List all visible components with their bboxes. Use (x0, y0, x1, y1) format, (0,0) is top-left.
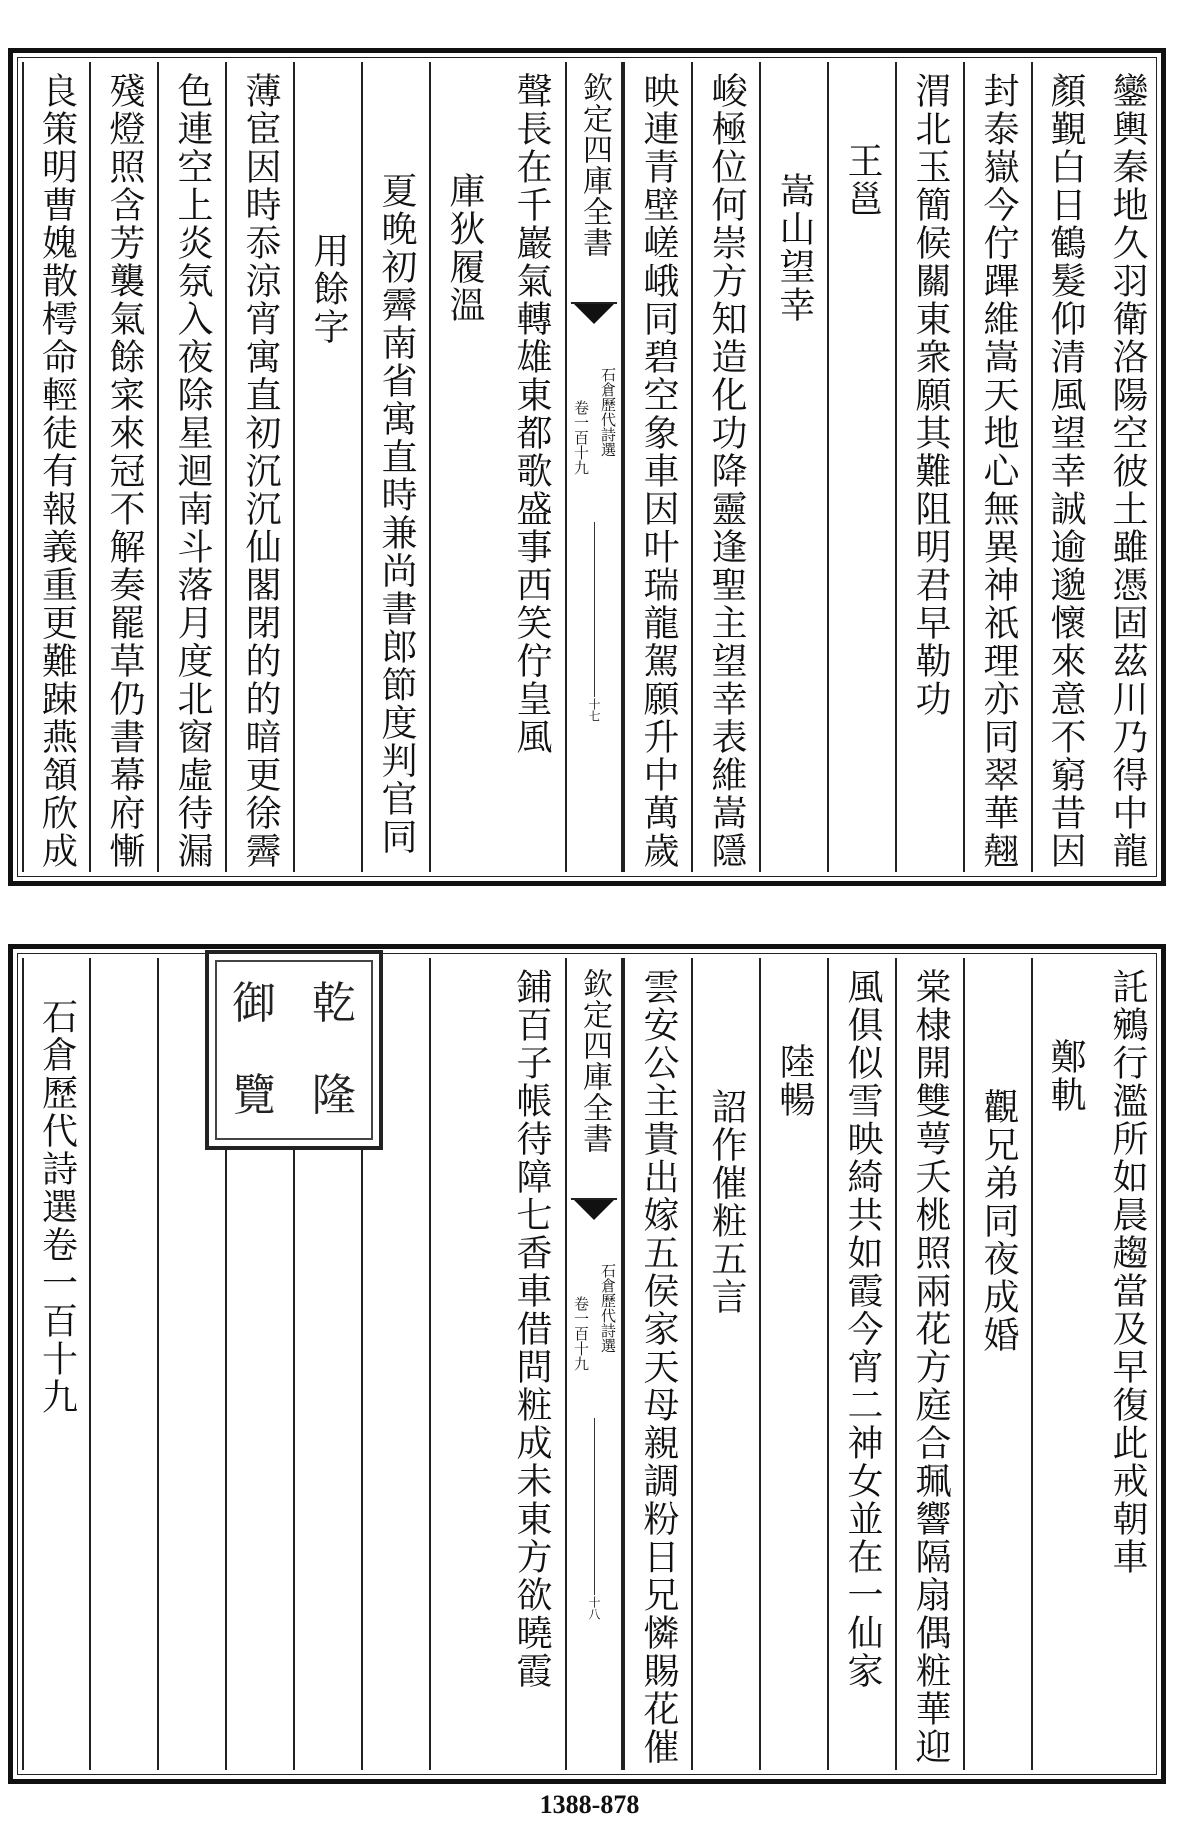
text-column (497, 958, 565, 1770)
column-text: 封泰嶽今佇蹕維嵩天地心無異神祇理亦同翠華翹 (978, 72, 1019, 870)
top-page-panel (8, 48, 1166, 886)
text-column (963, 958, 1031, 1770)
poem-title: 夏晚初霽南省寓直時兼尚書郎節度判官同 (376, 172, 417, 856)
text-column (429, 958, 497, 1770)
text-column (1097, 62, 1157, 872)
column-text: 顏覲白日鶴髮仰清風望幸誠逾邈懷來意不窮昔因 (1045, 72, 1086, 870)
column-text: 託鵷行濫所如晨趨當及早復此戒朝車 (1107, 968, 1148, 1576)
text-column (963, 62, 1031, 872)
gutter-rule (594, 1418, 595, 1595)
column-text: 雲安公主貴出嫁五侯家天母親調粉日兄憐賜花催 (638, 968, 679, 1766)
column-text: 聲長在千巖氣轉雄東都歌盛事西笑佇皇風 (511, 72, 552, 756)
text-column (827, 958, 895, 1770)
text-column (1031, 62, 1097, 872)
text-column (225, 62, 293, 872)
text-column (1031, 958, 1097, 1770)
author-name: 鄭軌 (1045, 1038, 1086, 1114)
text-column (89, 62, 157, 872)
gutter-rule (594, 522, 595, 697)
author-name: 陸暢 (774, 1043, 815, 1119)
text-column (1097, 958, 1157, 1770)
text-column (895, 62, 963, 872)
seal-glyph: 御 (232, 978, 277, 1030)
text-column (293, 62, 361, 872)
text-column (157, 62, 225, 872)
center-gutter (565, 62, 623, 872)
column-text: 薄宦因時忝涼宵寓直初沉沉仙閣閉的的暗更徐霽 (240, 72, 281, 870)
text-column (759, 958, 827, 1770)
text-column (691, 62, 759, 872)
imperial-seal (205, 950, 383, 1150)
column-text: 棠棣開雙萼夭桃照兩花方庭合珮響隔扇偶粧華迎 (910, 968, 951, 1766)
bottom-page-panel (8, 944, 1166, 1784)
text-column (623, 62, 691, 872)
text-column (623, 958, 691, 1770)
gutter-volume: 卷一百十九 (572, 1296, 590, 1371)
volume-end-title: 石倉歷代詩選卷一百十九 (36, 998, 78, 1416)
column-text: 鋪百子帳待障七香車借問粧成未東方欲曉霞 (511, 968, 552, 1690)
text-column (895, 958, 963, 1770)
poem-title: 詔作催粧五言 (706, 1088, 747, 1316)
column-text: 殘燈照含芳襲氣餘寀來冠不解奏罷草仍書幕府慚 (104, 72, 145, 870)
seal-glyph: 乾 (311, 978, 356, 1030)
column-text: 峻極位何崇方知造化功降靈逢聖主望幸表維嵩隱 (706, 72, 747, 870)
gutter-title: 欽定四庫全書 (577, 968, 612, 1154)
seal-glyph: 覽 (232, 1069, 277, 1121)
center-gutter (565, 958, 623, 1770)
gutter-book-title: 石倉歷代詩選 (599, 1263, 617, 1353)
text-column (691, 958, 759, 1770)
text-column (827, 62, 895, 872)
gutter-volume: 卷一百十九 (572, 400, 590, 475)
column-text: 映連青壁嵯峨同碧空象車因叶瑞龍駕願升中萬歲 (638, 72, 679, 870)
column-text: 渭北玉簡候關東衆願其難阻明君早勒功 (910, 72, 951, 718)
gutter-folio: 十七 (587, 698, 601, 722)
poem-title: 觀兄弟同夜成婚 (978, 1088, 1019, 1354)
text-column (759, 62, 827, 872)
author-name: 王邕 (842, 142, 883, 218)
poem-title: 嵩山望幸 (774, 172, 815, 324)
column-text: 良策明曹媿散樗命輕徒有報義重更難踈燕頷欣成 (36, 72, 78, 870)
text-column (22, 958, 89, 1770)
fishtail-mark (571, 1198, 617, 1226)
author-name: 庫狄履溫 (444, 172, 485, 324)
column-text: 風俱似雪映綺共如霞今宵二神女並在一仙家 (842, 968, 883, 1690)
seal-glyph: 隆 (311, 1069, 356, 1121)
text-column (361, 62, 429, 872)
gutter-folio: 十八 (587, 1596, 601, 1620)
column-text: 色連空上炎氛入夜除星迴南斗落月度北窗虛待漏 (172, 72, 213, 870)
text-column (89, 958, 157, 1770)
text-column (497, 62, 565, 872)
text-column (22, 62, 89, 872)
gutter-book-title: 石倉歷代詩選 (599, 367, 617, 457)
page-number: 1388-878 (539, 1790, 640, 1819)
column-text: 鑾輿秦地久羽衛洛陽空彼土雖憑固茲川乃得中龍 (1107, 72, 1148, 870)
gutter-title: 欽定四庫全書 (577, 72, 612, 258)
fishtail-mark (571, 302, 617, 330)
text-column (429, 62, 497, 872)
poem-title: 用餘字 (308, 232, 349, 346)
